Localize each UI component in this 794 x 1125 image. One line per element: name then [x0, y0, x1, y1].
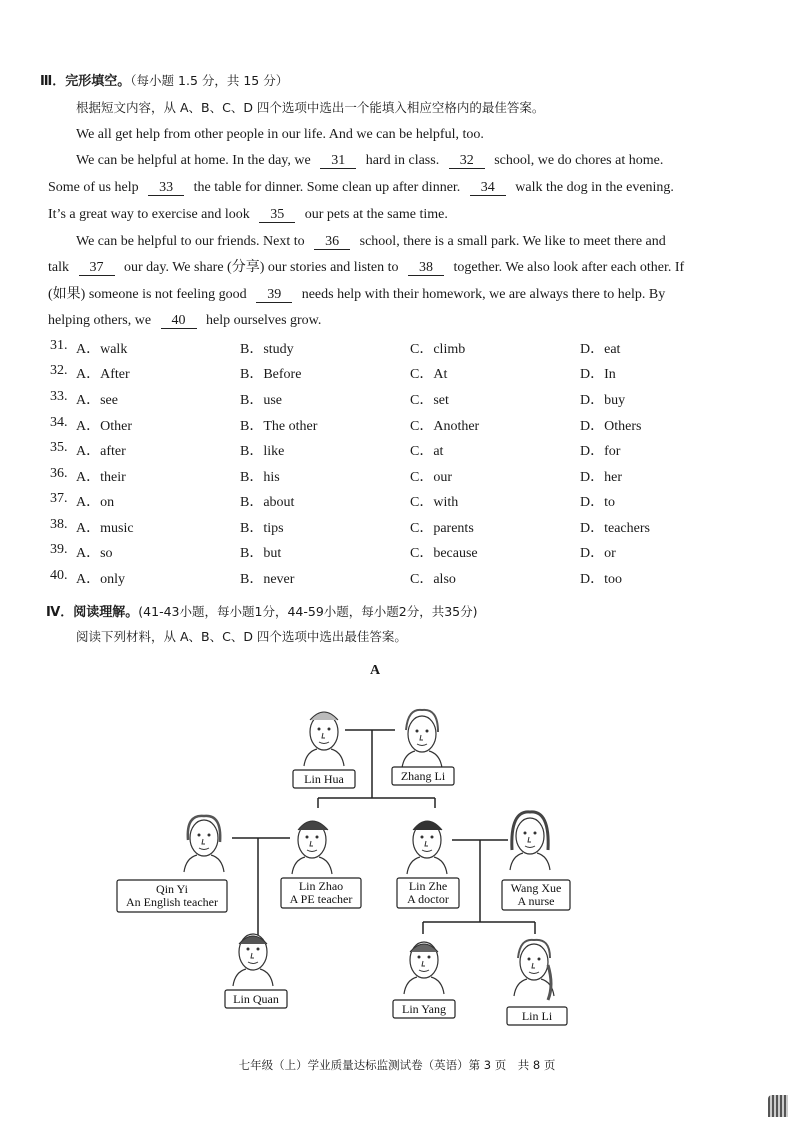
- passage-line-4: [48, 206, 748, 224]
- option-row-36: [50, 466, 750, 486]
- question-number: 40.: [50, 568, 68, 583]
- question-number: 33.: [50, 389, 68, 404]
- passage-line-8: [48, 312, 748, 330]
- label-wang-xue-job: A nurse: [517, 894, 555, 908]
- option-a: A．After: [76, 367, 130, 382]
- option-d: D．too: [580, 572, 622, 587]
- option-b: B．but: [240, 546, 282, 561]
- section-4-score: (41-43小题，每小题1分，44-59小题，每小题2分，共35分): [138, 604, 478, 619]
- section-3-title: Ⅲ．完形填空。: [40, 74, 131, 89]
- option-b: B．his: [240, 470, 280, 485]
- option-d: D．or: [580, 546, 616, 561]
- option-c: C．because: [410, 546, 478, 561]
- blank-35: 35: [259, 207, 295, 223]
- section-4-instruction: 阅读下列材料，从 A、B、C、D 四个选项中选出最佳答案。: [76, 629, 407, 644]
- passage-text: We can be helpful at home. In the day, we: [76, 153, 311, 168]
- label-lin-zhe: Lin Zhe: [408, 879, 448, 893]
- label-lin-zhe-job: A doctor: [407, 892, 449, 906]
- option-row-34: [50, 415, 750, 435]
- passage-text: school, we do chores at home.: [494, 153, 664, 168]
- option-b: B．study: [240, 342, 294, 357]
- option-b: B．use: [240, 393, 282, 408]
- question-number: 32.: [50, 363, 68, 378]
- passage-text: school, there is a small park. We like to meet there and: [359, 234, 666, 249]
- option-a: A．Other: [76, 419, 132, 434]
- option-row-32: [50, 363, 750, 383]
- option-d: D．eat: [580, 342, 621, 357]
- question-number: 39.: [50, 542, 68, 557]
- option-b: B．tips: [240, 521, 284, 536]
- question-number: 38.: [50, 517, 68, 532]
- passage-text: It’s a great way to exercise and look: [48, 207, 250, 222]
- passage-line-3: [48, 179, 748, 197]
- page-footer: 七年级（上）学业质量达标监测试卷（英语）第 3 页 共 8 页: [238, 1058, 556, 1072]
- option-row-33: [50, 389, 750, 409]
- passage-text: helping others, we: [48, 313, 152, 328]
- option-a: A．only: [76, 572, 125, 587]
- passage-text: Some of us help: [48, 180, 139, 195]
- blank-39: 39: [256, 287, 292, 303]
- option-d: D．to: [580, 495, 615, 510]
- portrait-qin-yi: [184, 816, 224, 872]
- section-3-heading: [40, 72, 740, 91]
- label-lin-hua: Lin Hua: [304, 772, 344, 786]
- option-b: B．never: [240, 572, 295, 587]
- option-d: D．In: [580, 367, 616, 382]
- blank-32: 32: [449, 153, 485, 169]
- section-4-heading: [46, 603, 746, 622]
- portrait-wang-xue: [510, 812, 550, 870]
- option-row-38: [50, 517, 750, 537]
- passage-line-2: [48, 152, 776, 170]
- tree-connectors: [232, 730, 535, 935]
- option-c: C．set: [410, 393, 449, 408]
- label-lin-quan: Lin Quan: [233, 992, 279, 1006]
- option-row-37: [50, 491, 750, 511]
- passage-text: We can be helpful to our friends. Next to: [76, 234, 305, 249]
- option-a: A．so: [76, 546, 113, 561]
- passage-paragraph-1: We all get help from other people in our life. And we can be helpful, too.: [76, 127, 484, 142]
- option-d: D．Others: [580, 419, 642, 434]
- option-c: C．Another: [410, 419, 480, 434]
- blank-38: 38: [408, 260, 444, 276]
- blank-36: 36: [314, 234, 350, 250]
- option-c: C．also: [410, 572, 456, 587]
- section-3-instruction: 根据短文内容，从 A、B、C、D 四个选项中选出一个能填入相应空格内的最佳答案。: [76, 100, 545, 115]
- option-b: B．like: [240, 444, 285, 459]
- portrait-lin-zhao: [292, 821, 332, 874]
- option-c: C．with: [410, 495, 459, 510]
- blank-40: 40: [161, 313, 197, 329]
- option-row-39: [50, 542, 750, 562]
- option-c: C．at: [410, 444, 444, 459]
- portrait-zhang-li: [402, 710, 442, 768]
- passage-text: together. We also look after each other. If: [453, 260, 685, 275]
- option-d: D．her: [580, 470, 622, 485]
- portrait-lin-li: [514, 940, 554, 1000]
- portrait-lin-hua: [304, 712, 344, 766]
- question-number: 31.: [50, 338, 68, 353]
- label-lin-zhao: Lin Zhao: [298, 879, 344, 893]
- passage-text: help ourselves grow.: [206, 313, 322, 328]
- family-tree-diagram: [0, 690, 794, 1040]
- option-row-31: [50, 338, 750, 358]
- option-a: A．their: [76, 470, 126, 485]
- blank-31: 31: [320, 153, 356, 169]
- passage-text: the table for dinner. Some clean up after dinner.: [193, 180, 461, 195]
- portrait-lin-yang: [404, 942, 444, 994]
- label-qin-yi: Qin Yi: [156, 882, 188, 896]
- passage-text: our pets at the same time.: [304, 207, 448, 222]
- label-lin-zhao-job: A PE teacher: [289, 892, 353, 906]
- label-zhang-li: Zhang Li: [400, 769, 446, 783]
- label-wang-xue: Wang Xue: [510, 881, 562, 895]
- passage-text: needs help with their homework, we are always there to help. By: [301, 287, 666, 302]
- option-b: B．Before: [240, 367, 302, 382]
- option-d: D．teachers: [580, 521, 650, 536]
- option-b: B．about: [240, 495, 295, 510]
- section-3-score: （每小题 1.5 分，共 15 分）: [130, 73, 289, 88]
- option-d: D．buy: [580, 393, 626, 408]
- question-number: 36.: [50, 466, 68, 481]
- passage-text: (如果) someone is not feeling good: [48, 287, 247, 302]
- option-a: A．see: [76, 393, 118, 408]
- option-row-40: [50, 568, 750, 588]
- option-a: A．after: [76, 444, 126, 459]
- passage-line-7: [48, 286, 748, 304]
- passage-line-5: [48, 233, 776, 251]
- label-lin-li: Lin Li: [521, 1009, 553, 1023]
- question-number: 37.: [50, 491, 68, 506]
- passage-text: our day. We share (分享) our stories and listen to: [124, 260, 399, 275]
- passage-text: walk the dog in the evening.: [515, 180, 674, 195]
- question-number: 34.: [50, 415, 68, 430]
- option-b: B．The other: [240, 419, 318, 434]
- passage-line-6: [48, 259, 748, 277]
- blank-34: 34: [470, 180, 506, 196]
- label-lin-yang: Lin Yang: [401, 1002, 447, 1016]
- option-a: A．on: [76, 495, 115, 510]
- option-c: C．climb: [410, 342, 466, 357]
- option-a: A．music: [76, 521, 134, 536]
- label-qin-yi-job: An English teacher: [126, 895, 218, 909]
- question-number: 35.: [50, 440, 68, 455]
- section-4-title: Ⅳ．阅读理解。: [46, 605, 139, 620]
- option-a: A．walk: [76, 342, 128, 357]
- passage-label: A: [370, 663, 381, 678]
- blank-37: 37: [79, 260, 115, 276]
- page-corner-mark: [768, 1095, 788, 1117]
- blank-33: 33: [148, 180, 184, 196]
- option-c: C．At: [410, 367, 448, 382]
- option-c: C．our: [410, 470, 452, 485]
- option-d: D．for: [580, 444, 621, 459]
- portrait-lin-quan: [233, 934, 273, 986]
- portrait-lin-zhe: [407, 821, 447, 874]
- passage-text: talk: [48, 260, 69, 275]
- option-c: C．parents: [410, 521, 474, 536]
- passage-text: hard in class.: [365, 153, 440, 168]
- option-row-35: [50, 440, 750, 460]
